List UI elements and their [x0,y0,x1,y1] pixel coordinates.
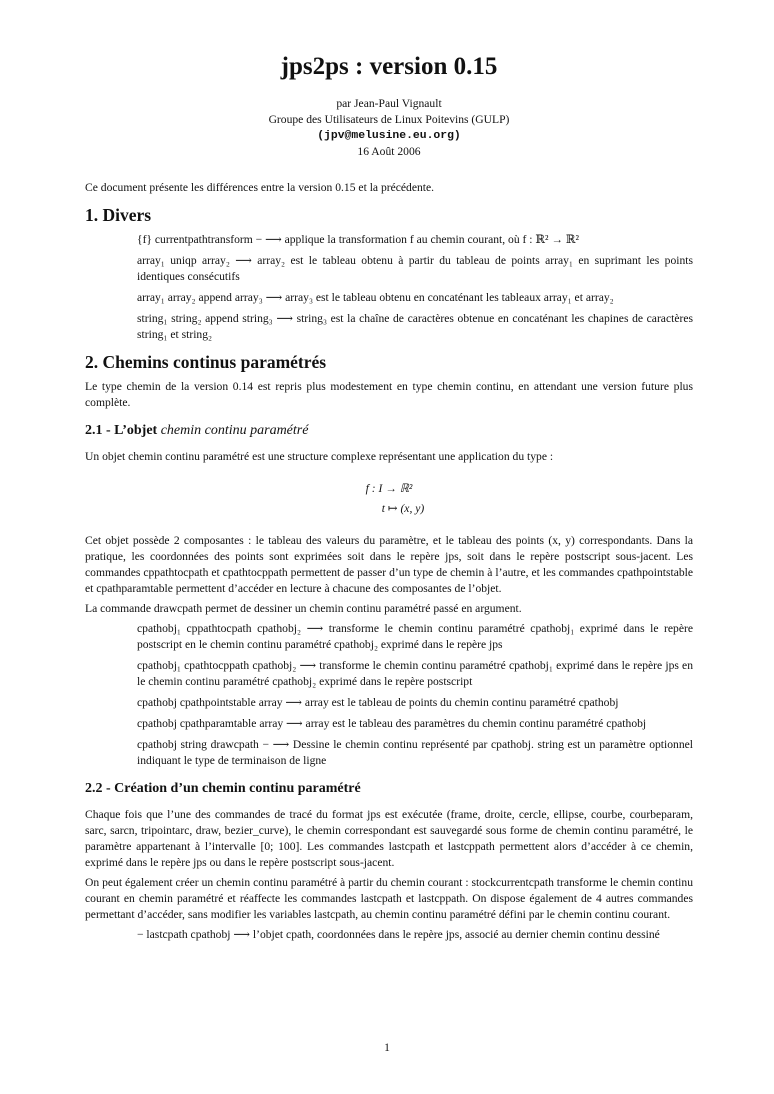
list-item: cpathobj₁ cppathtocpath cpathobj₂ ⟶ transforme le chemin continu paramétré cpathobj₁ exprimé dans le repère postscript en le chemin continu paramétré cpathobj₂ exprimé dans le repère jps [137,622,693,651]
subsection-2-1-p3: La commande drawcpath permet de dessiner un chemin continu paramétré passé en argument. [85,602,522,615]
section-2-heading: 2. Chemins continus paramétrés [85,352,327,372]
list-item: cpathobj₁ cpathtocppath cpathobj₂ ⟶ transforme le chemin continu paramétré cpathobj₁ exprimé dans le repère jps en le chemin continu paramétré cpathobj₂ exprimé dans le repère postscript [137,659,693,688]
author-line: par Jean-Paul Vignault [336,97,442,110]
list-item: cpathobj cpathpointstable array ⟶ array est le tableau de points du chemin continu paramétré cpathobj [137,696,619,709]
page-number: 1 [384,1041,390,1054]
formula-line-2: t ↦ (x, y) [381,502,425,515]
section-1-heading: 1. Divers [85,205,152,225]
group-line: Groupe des Utilisateurs de Linux Poitevins (GULP) [268,113,510,126]
section-2-intro: Le type chemin de la version 0.14 est repris plus modestement en type chemin continu, en attendant une version future plus complète. [85,380,693,409]
list-item: array₁ array₂ append array₃ ⟶ array₃ est le tableau obtenu en concaténant les tableaux array₁ et array₂ [137,291,614,304]
list-item: string₁ string₂ append string₃ ⟶ string₃ est la chaîne de caractères obtenue en concaténant les chapines de caractères string₁ et string₂ [137,312,693,341]
formula-line-1: f : I → ℝ² [365,482,413,495]
formula-block [85,479,693,519]
subsection-2-2-p2: On peut également créer un chemin continu paramétré à partir du chemin courant : stockcurrentcpath transforme le chemin continu courant en chemin paramétré et réaffecte les commandes lastcpath et lastcppath. On dispose également de 4 autres commandes permettant d’accéder, sans modifier les variables lastcpath, au chemin continu paramétré défini par le chemin continu courant. [85,876,693,921]
subsection-2-1-italic: chemin continu paramétré [160,423,309,438]
subsection-2-1-heading [85,421,693,441]
subsection-2-2-p1: Chaque fois que l’une des commandes de tracé du format jps est exécutée (frame, droite, cercle, ellipse, courbe, courbeparam, sarc, sarcn, tripointarc, draw, bezier_curve), le chemin correspondant est sauvegardé sous forme de chemin continu paramétré, le paramètre appartenant à l’intervalle [0; 100]. Les commandes lastcpath et lastcppath permettent alors d’accéder à ce chemin, exprimé dans le repère jps ou dans le repère postscript sous-jacent. [85,808,693,869]
subsection-2-2-heading: 2.2 - Création d’un chemin continu paramétré [85,781,361,796]
subsection-2-1-p2: Cet objet possède 2 composantes : le tableau des valeurs du paramètre, et le tableau des points (x, y) correspondants. Dans la pratique, les coordonnées des points sont exprimées soit dans le repère jps, soit dans le repère postscript sous-jacent. Les commandes cppathtocpath et cpathtocppath permettent de passer d’un type de chemin à l’autre, et les commandes cpathpointstable et cpathparamtable permettent d’accéder en lecture à chacune des composantes de l’objet. [85,534,693,595]
email-line[interactable]: (jpv@melusine.eu.org) [317,130,461,142]
subsection-2-1-items [137,621,693,769]
list-item: − lastcpath cpathobj ⟶ l’objet cpath, coordonnées dans le repère jps, associé au dernier chemin continu dessiné [137,928,660,941]
list-item: {f} currentpathtransform − ⟶ applique la transformation f au chemin courant, où f : ℝ² → ℝ² [137,233,580,246]
document-page [85,52,693,948]
list-item: cpathobj cpathparamtable array ⟶ array est le tableau des paramètres du chemin continu paramétré cpathobj [137,717,647,730]
list-item: array₁ uniqp array₂ ⟶ array₂ est le tableau obtenu à partir du tableau de points array₁ en suprimant les points identiques consécutifs [137,254,693,283]
list-item: cpathobj string drawcpath − ⟶ Dessine le chemin continu représenté par cpathobj. string est un paramètre optionnel indiquant le type de terminaison de ligne [137,738,693,767]
date-line: 16 Août 2006 [357,145,421,158]
subsection-2-1-prefix: 2.1 - L’objet [85,423,161,438]
document-title: jps2ps : version 0.15 [280,53,498,80]
intro-paragraph: Ce document présente les différences entre la version 0.15 et la précédente. [85,181,435,194]
section-1-items [137,232,693,343]
subsection-2-1-p1: Un objet chemin continu paramétré est une structure complexe représentant une application du type : [85,450,554,463]
subsection-2-2-items [137,927,693,943]
